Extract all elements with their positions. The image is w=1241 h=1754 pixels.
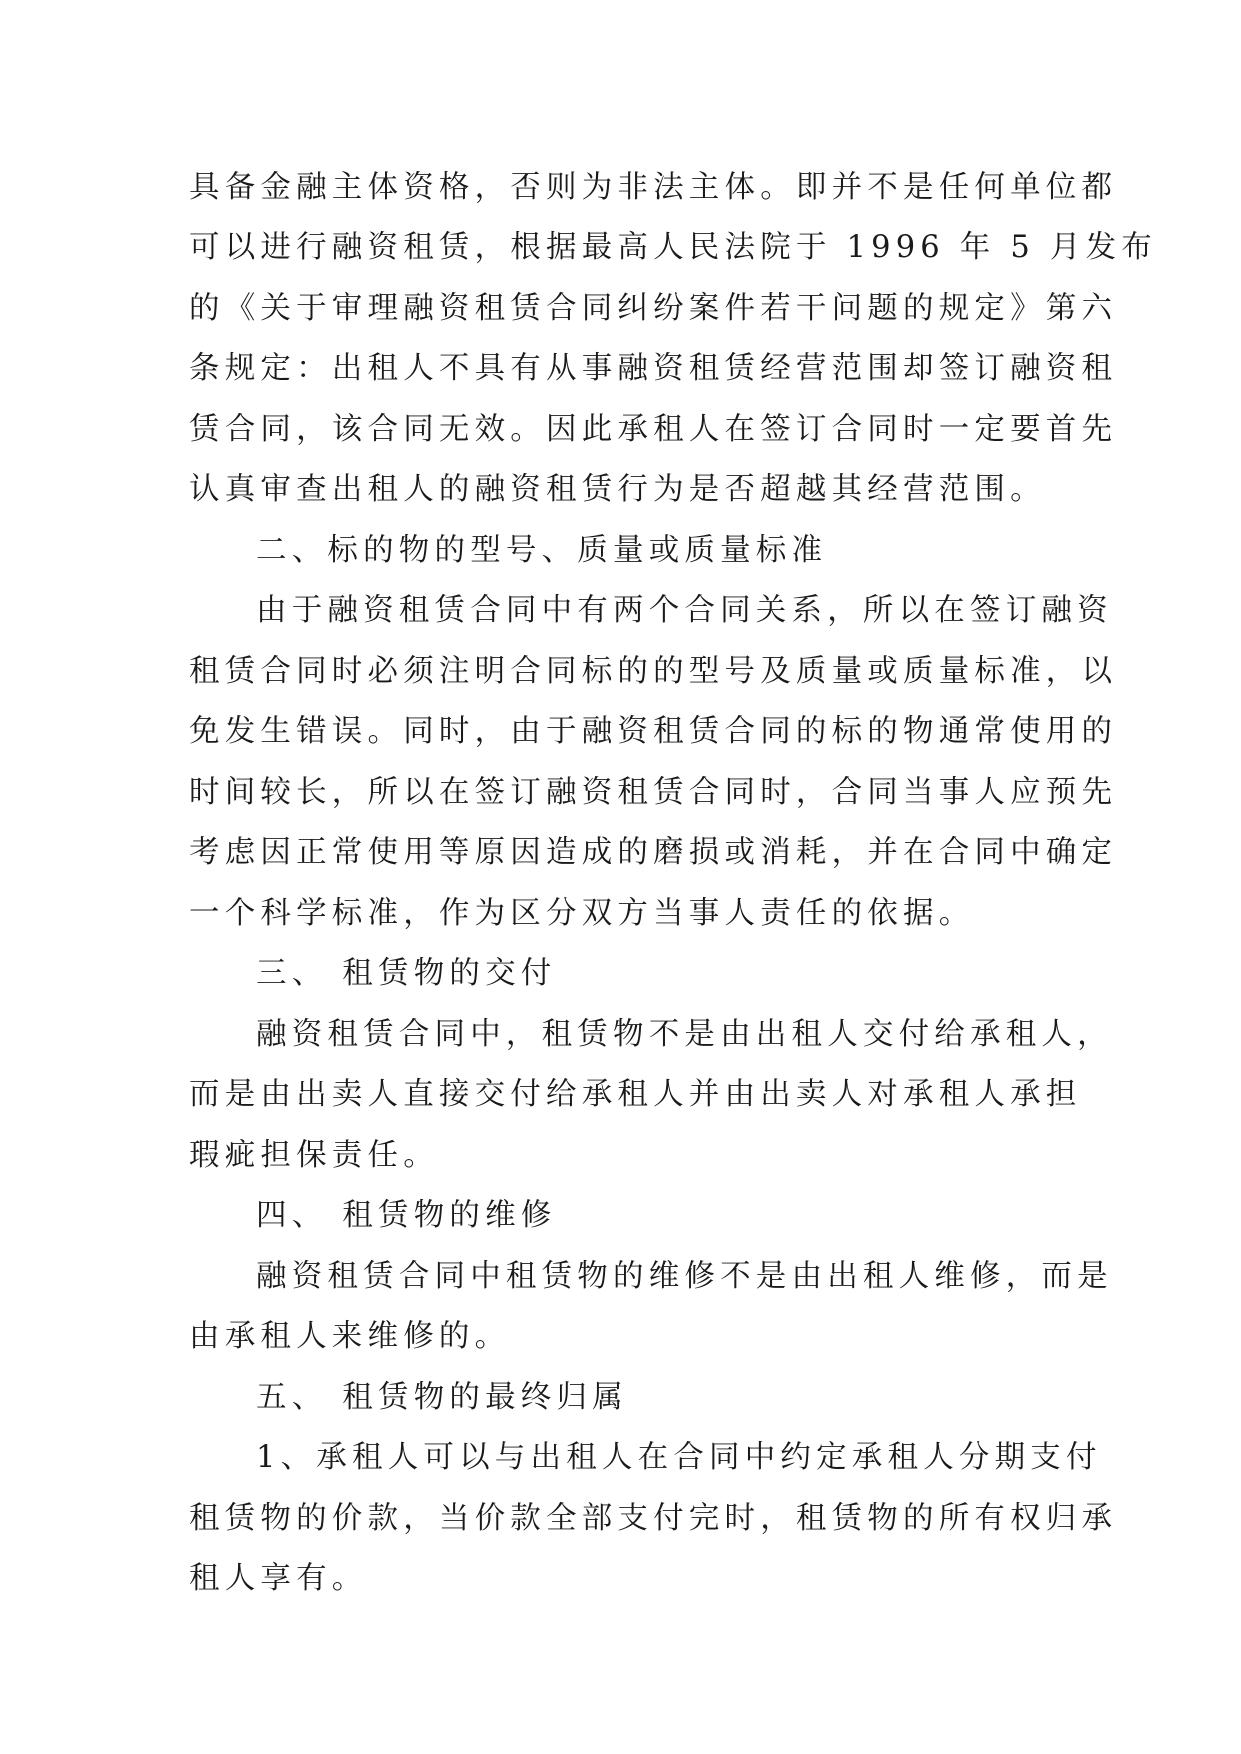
paragraph-line: 免发生错误。同时，由于融资租赁合同的标的物通常使用的 <box>189 714 1118 749</box>
section-heading: 二、标的物的型号、质量或质量标准 <box>256 533 828 568</box>
paragraph-line: 由承租人来维修的。 <box>189 1319 511 1354</box>
paragraph-line: 赁合同，该合同无效。因此承租人在签订合同时一定要首先 <box>189 412 1118 447</box>
paragraph-line: 具备金融主体资格，否则为非法主体。即并不是任何单位都 <box>189 170 1118 205</box>
paragraph-line: 租赁合同时必须注明合同标的的型号及质量或质量标准，以 <box>189 654 1118 689</box>
paragraph-line: 1、承租人可以与出租人在合同中约定承租人分期支付 <box>256 1440 1102 1475</box>
paragraph-line: 租人享有。 <box>189 1561 368 1596</box>
paragraph-line: 可以进行融资租赁，根据最高人民法院于 1996 年 5 月发布 <box>189 230 1158 265</box>
paragraph-line: 的《关于审理融资租赁合同纠纷案件若干问题的规定》第六 <box>189 291 1118 326</box>
paragraph-line: 融资租赁合同中，租赁物不是由出租人交付给承租人， <box>256 1017 1113 1052</box>
paragraph-line: 融资租赁合同中租赁物的维修不是由出租人维修，而是 <box>256 1259 1113 1294</box>
paragraph-line: 租赁物的价款，当价款全部支付完时，租赁物的所有权归承 <box>189 1501 1118 1536</box>
paragraph-line: 由于融资租赁合同中有两个合同关系，所以在签订融资 <box>256 593 1113 628</box>
paragraph-line: 考虑因正常使用等原因造成的磨损或消耗，并在合同中确定 <box>189 835 1118 870</box>
section-heading: 三、 租赁物的交付 <box>256 956 557 991</box>
paragraph-line: 瑕疵担保责任。 <box>189 1138 439 1173</box>
section-heading: 四、 租赁物的维修 <box>256 1198 557 1233</box>
paragraph-line: 而是由出卖人直接交付给承租人并由出卖人对承租人承担 <box>189 1077 1082 1112</box>
paragraph-line: 认真审查出租人的融资租赁行为是否超越其经营范围。 <box>189 472 1046 507</box>
paragraph-line: 一个科学标准，作为区分双方当事人责任的依据。 <box>189 896 975 931</box>
paragraph-line: 时间较长，所以在签订融资租赁合同时，合同当事人应预先 <box>189 775 1118 810</box>
paragraph-line: 条规定：出租人不具有从事融资租赁经营范围却签订融资租 <box>189 351 1118 386</box>
section-heading: 五、 租赁物的最终归属 <box>256 1380 628 1415</box>
